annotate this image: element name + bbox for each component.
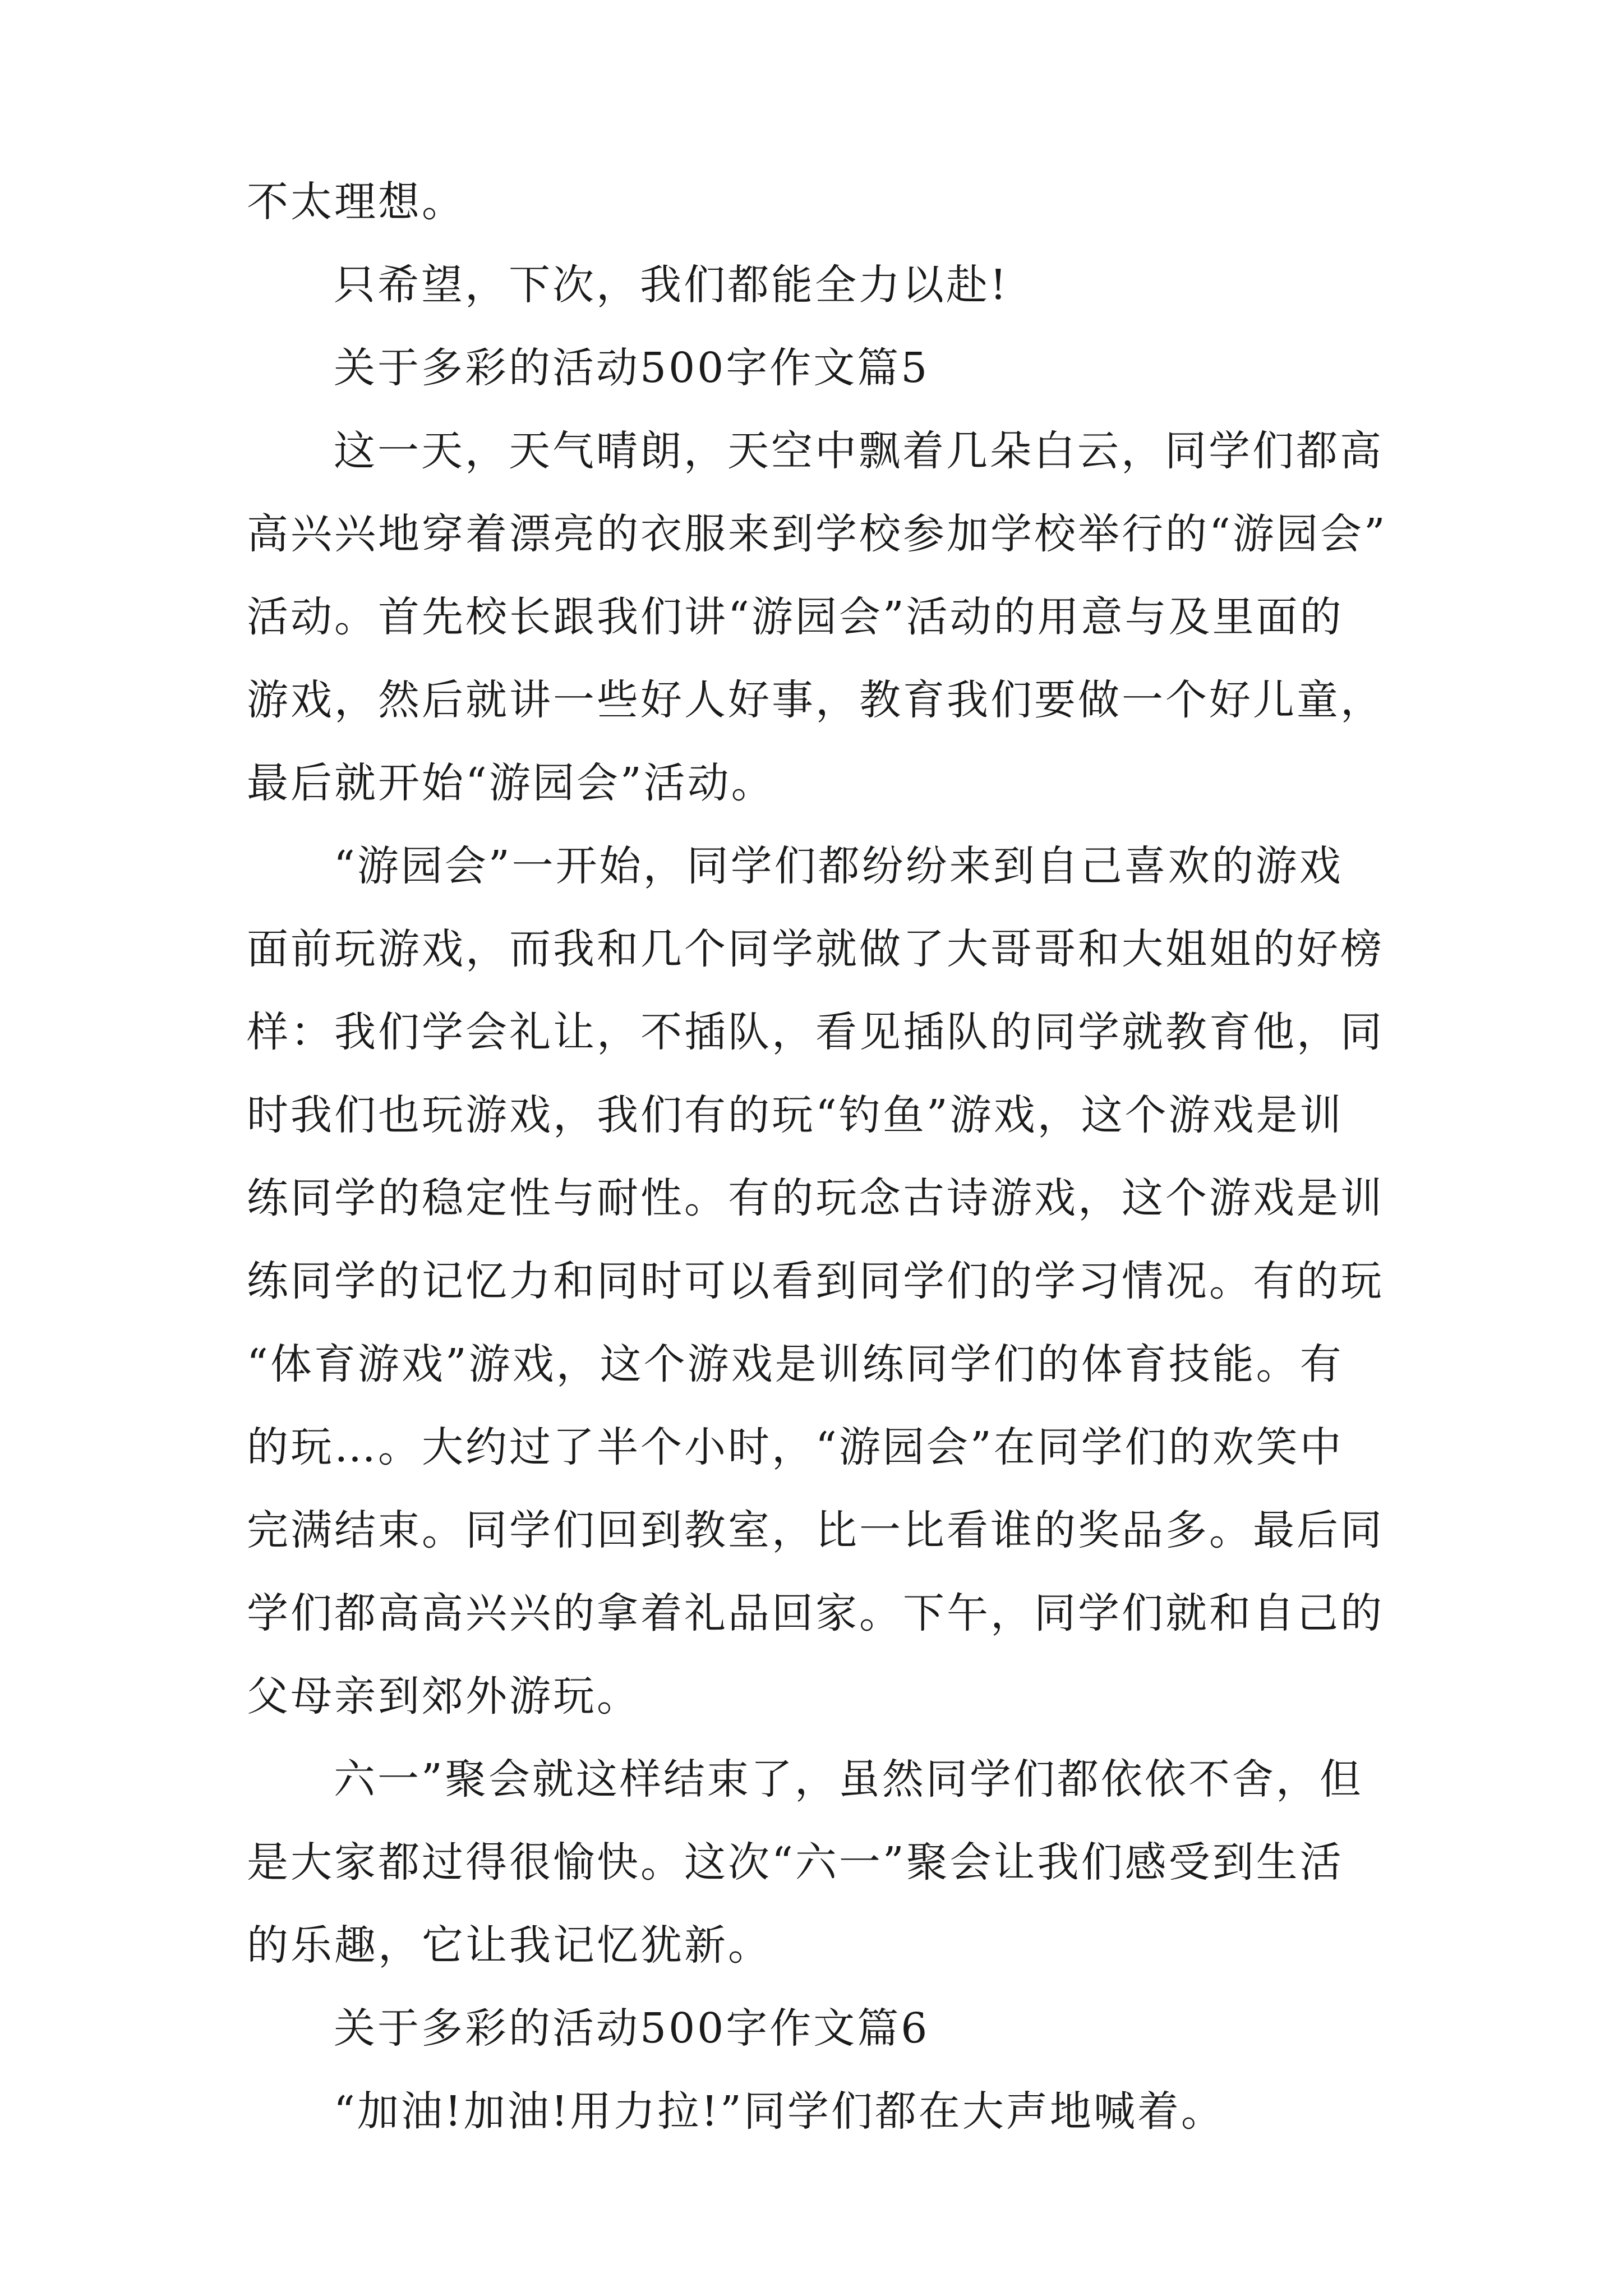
text-line: 只希望，下次，我们都能全力以赴! <box>334 261 1009 309</box>
section-heading: 关于多彩的活动500字作文篇5 <box>334 344 930 392</box>
text-line: 的乐趣，它让我记忆犹新。 <box>247 1921 772 1970</box>
text-line: 游戏，然后就讲一些好人好事，教育我们要做一个好儿童， <box>247 676 1384 724</box>
text-line: 高兴兴地穿着漂亮的衣服来到学校参加学校举行的“游园会” <box>247 510 1387 558</box>
text-line: 活动。首先校长跟我们讲“游园会”活动的用意与及里面的 <box>247 593 1344 641</box>
text-line: 练同学的稳定性与耐性。有的玩念古诗游戏，这个游戏是训 <box>247 1174 1384 1222</box>
text-line: “体育游戏”游戏，这个游戏是训练同学们的体育技能。有 <box>247 1340 1344 1388</box>
text-line: 学们都高高兴兴的拿着礼品回家。下午，同学们就和自己的 <box>247 1589 1384 1637</box>
text-line: 完满结束。同学们回到教室，比一比看谁的奖品多。最后同 <box>247 1506 1384 1554</box>
text-line: 面前玩游戏，而我和几个同学就做了大哥哥和大姐姐的好榜 <box>247 925 1384 973</box>
text-line: 六一”聚会就这样结束了，虽然同学们都依依不舍，但 <box>334 1755 1363 1803</box>
text-line: 练同学的记忆力和同时可以看到同学们的学习情况。有的玩 <box>247 1257 1384 1305</box>
text-line: 最后就开始“游园会”活动。 <box>247 759 775 807</box>
text-line: 这一天，天气晴朗，天空中飘着几朵白云，同学们都高 <box>334 427 1384 475</box>
text-line: “加油!加油!用力拉!”同学们都在大声地喊着。 <box>334 2087 1225 2136</box>
text-line: 不太理想。 <box>247 178 465 226</box>
section-heading: 关于多彩的活动500字作文篇6 <box>334 2004 930 2053</box>
text-line: 样：我们学会礼让，不插队，看见插队的同学就教育他，同 <box>247 1008 1384 1056</box>
text-line: 是大家都过得很愉快。这次“六一”聚会让我们感受到生活 <box>247 1838 1344 1887</box>
text-line: 父母亲到郊外游玩。 <box>247 1672 640 1720</box>
text-line: 时我们也玩游戏，我们有的玩“钓鱼”游戏，这个游戏是训 <box>247 1091 1344 1139</box>
text-line: “游园会”一开始，同学们都纷纷来到自己喜欢的游戏 <box>334 842 1343 890</box>
text-line: 的玩…。大约过了半个小时，“游园会”在同学们的欢笑中 <box>247 1423 1344 1471</box>
